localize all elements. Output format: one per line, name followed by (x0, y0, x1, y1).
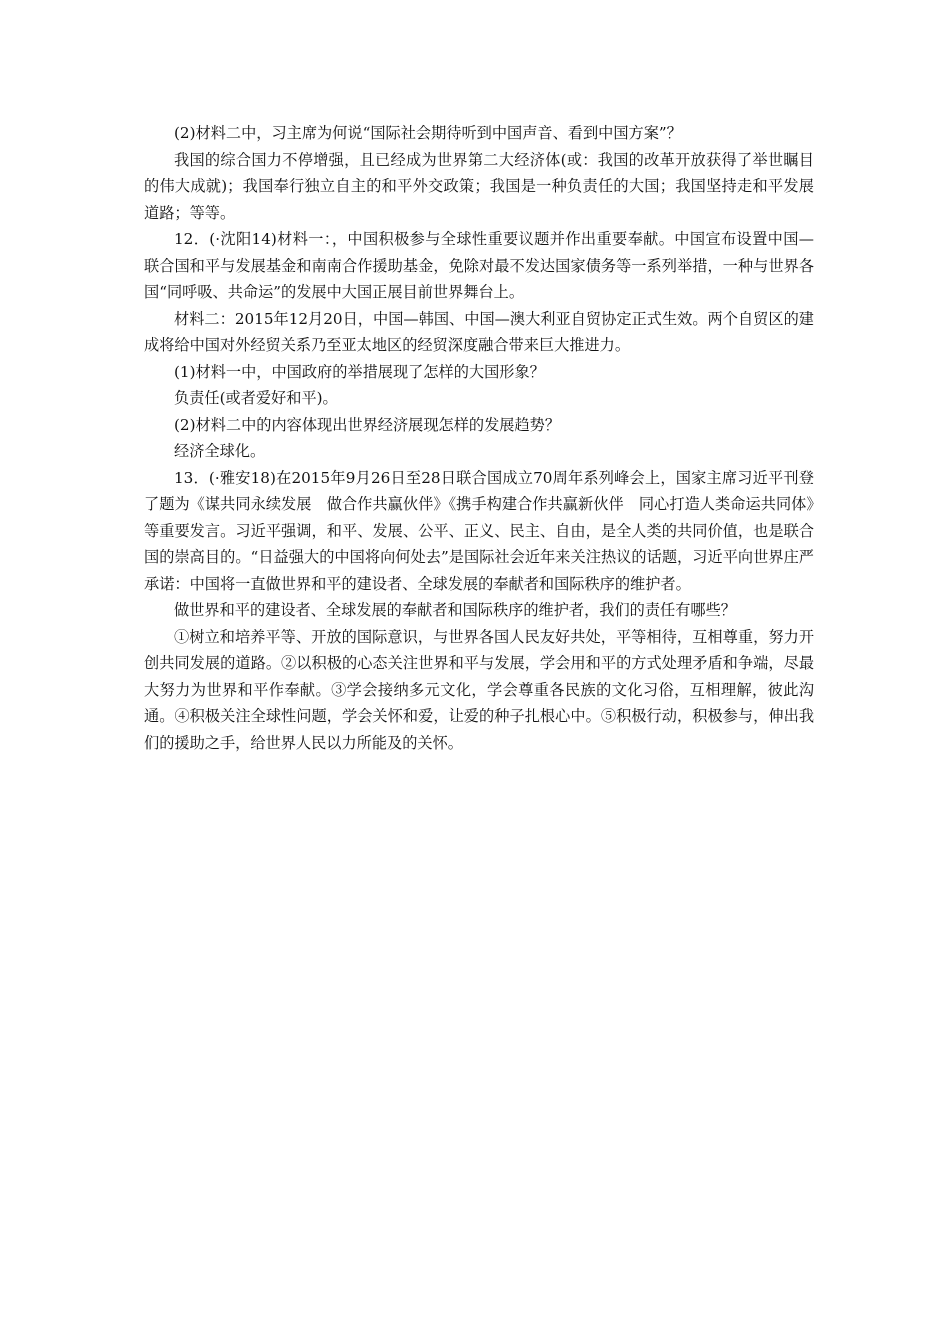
answer-12-sub-1: 负责任(或者爱好和平)。 (174, 389, 338, 407)
question-2-material-2: (2)材料二中，习主席为何说“国际社会期待听到中国声音、看到中国方案”？ (174, 124, 682, 142)
question-13-material: 13．(·雅安18)在2015年9月26日至28日联合国成立70周年系列峰会上，国家主席习近平刊登了题为《谋共同永续发展 做合作共赢伙伴》《携手构建合作共赢新伙伴 同心打造人类命运共同体》等重要发言。习近平强调，和平、发展、公平、正义、民主、自由，是全人类的共同价值，也是联合国的崇高目的。“日益强大的中国将向何处去”是国际社会近年来关注热议的话题，习近平向世界庄严承诺：中国将一直做世界和平的建设者、全球发展的奉献者和国际秩序的维护者。 (144, 468, 814, 593)
question-13-prompt: 做世界和平的建设者、全球发展的奉献者和国际秩序的维护者，我们的责任有哪些？ (174, 601, 736, 619)
answer-13: ①树立和培养平等、开放的国际意识，与世界各国人民友好共处，平等相待，互相尊重，努力开创共同发展的道路。②以积极的心态关注世界和平与发展，学会用和平的方式处理矛盾和争端，尽最大努力为世界和平作奉献。③学会接纳多元文化，学会尊重各民族的文化习俗，互相理解，彼此沟通。④积极关注全球性问题，学会关怀和爱，让爱的种子扎根心中。⑤积极行动，积极参与，伸出我们的援助之手，给世界人民以力所能及的关怀。 (144, 627, 814, 752)
question-12-sub-2: (2)材料二中的内容体现出世界经济展现怎样的发展趋势？ (174, 415, 561, 434)
answer-12-sub-2: 经济全球化。 (174, 442, 266, 460)
answer-2: 我国的综合国力不停增强，且已经成为世界第二大经济体(或：我国的改革开放获得了举世瞩目的伟大成就)；我国奉行独立自主的和平外交政策；我国是一种负责任的大国；我国坚持走和平发展道路；等等。 (144, 150, 814, 222)
document-body (144, 120, 814, 756)
question-12-material-2: 材料二：2015年12月20日，中国—韩国、中国—澳大利亚自贸协定正式生效。两个自贸区的建成将给中国对外经贸关系乃至亚太地区的经贸深度融合带来巨大推进力。 (144, 309, 814, 354)
question-12-material-1: 12．(·沈阳14)材料一：，中国积极参与全球性重要议题并作出重要奉献。中国宣布设置中国—联合国和平与发展基金和南南合作援助基金，免除对最不发达国家债务等一系列举措，一种与世界各国“同呼吸、共命运”的发展中大国正展目前世界舞台上。 (144, 230, 814, 301)
question-12-sub-1: (1)材料一中，中国政府的举措展现了怎样的大国形象？ (174, 362, 545, 381)
